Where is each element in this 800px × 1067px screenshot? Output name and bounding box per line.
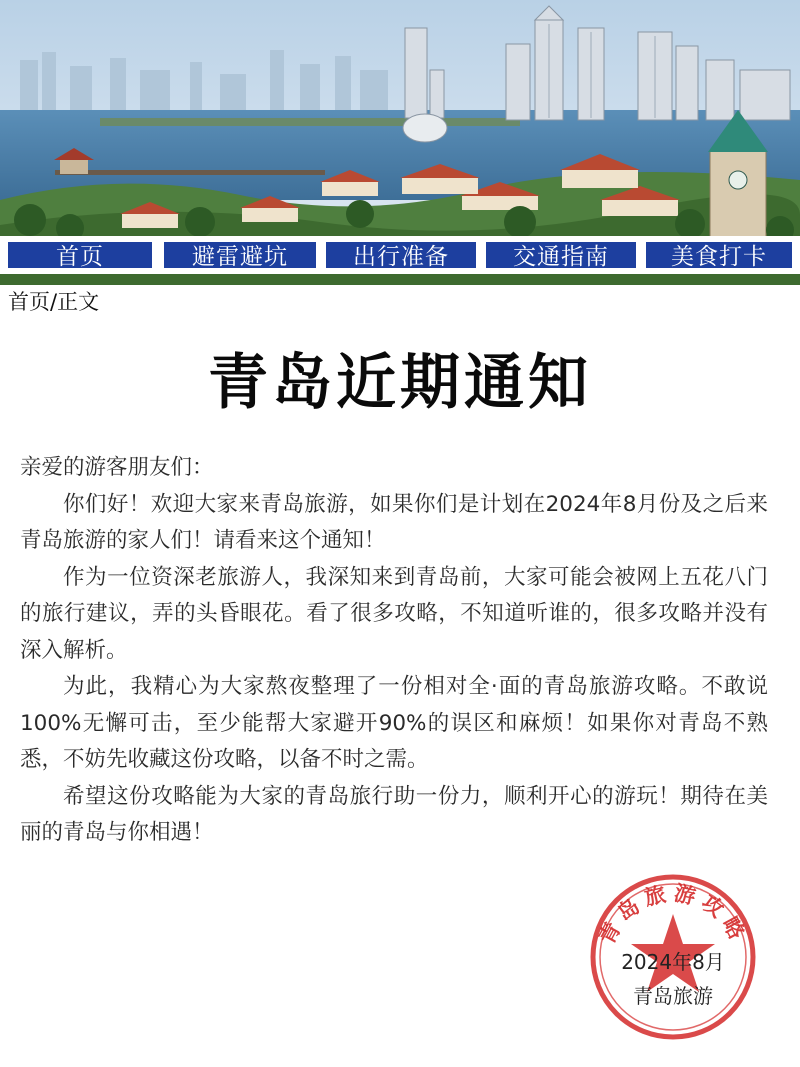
top-nav: [0, 236, 800, 274]
page-title: 青岛近期通知: [208, 348, 592, 418]
nav-item-food[interactable]: 美食打卡: [644, 240, 794, 270]
paragraph: 希望这份攻略能为大家的青岛旅行助一份力，顺利开心的游玩！期待在美丽的青岛与你相遇！: [20, 783, 768, 845]
nav-item-transport[interactable]: 交通指南: [484, 240, 638, 270]
nav-item-home[interactable]: 首页: [6, 240, 154, 270]
article-body: [20, 450, 768, 852]
stamp-org: 青岛旅游: [633, 984, 713, 1008]
paragraph: 作为一位资深老旅游人，我深知来到青岛前，大家可能会被网上五花八门的旅行建议，弄的头昏眼花。看了很多攻略，不知道听谁的，很多攻略并没有深入解析。: [20, 564, 768, 663]
paragraph: 你们好！欢迎大家来青岛旅游，如果你们是计划在2024年8月份及之后来青岛旅游的家人们！请看来这个通知！: [20, 491, 768, 553]
seal-stamp: [588, 872, 758, 1042]
seal-ring-text: 青岛旅游攻略: [594, 881, 752, 949]
salutation: 亲爱的游客朋友们：: [20, 455, 214, 480]
paragraph: 为此，我精心为大家熬夜整理了一份相对全·面的青岛旅游攻略。不敢说100%无懈可击，至少能帮大家避开90%的误区和麻烦！如果你对青岛不熟悉，不妨先收藏这份攻略，以备不时之需。: [20, 674, 768, 772]
nav-item-pitfalls[interactable]: 避雷避坑: [162, 240, 318, 270]
nav-item-travel-prep[interactable]: 出行准备: [324, 240, 478, 270]
stamp-date: 2024年8月: [621, 950, 725, 974]
breadcrumb[interactable]: 首页/正文: [8, 290, 100, 314]
